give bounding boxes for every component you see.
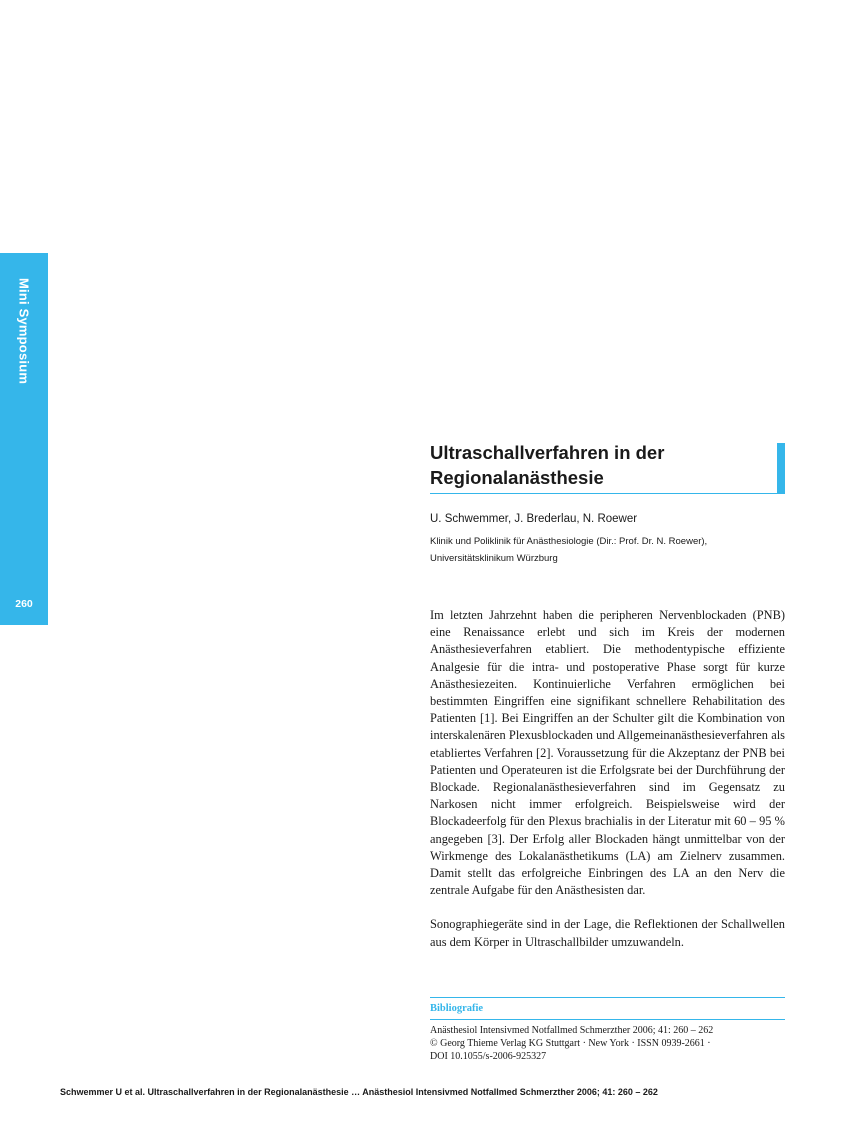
article-body	[430, 607, 785, 968]
affiliation-line: Klinik und Poliklinik für Anästhesiologie (Dir.: Prof. Dr. N. Roewer),	[430, 536, 708, 547]
author-list: U. Schwemmer, J. Brederlau, N. Roewer	[430, 513, 638, 525]
bibliography-line: Anästhesiol Intensivmed Notfallmed Schmerzther 2006; 41: 260 – 262	[430, 1025, 714, 1036]
body-paragraph: Sonographiegeräte sind in der Lage, die Reflektionen der Schallwellen aus dem Körper in Ultraschallbilder umzuwandeln.	[430, 917, 785, 949]
affiliation	[430, 533, 790, 567]
bibliography-heading: Bibliografie	[430, 997, 785, 1020]
body-paragraph: Im letzten Jahrzehnt haben die peripheren Nervenblockaden (PNB) eine Renaissance erlebt und sich im Kreis der modernen Anästhesieverfahren etabliert. Die methodentypische effiziente Analgesie für die intra- und postoperative Phase sorgt für kurze Anästhesiezeiten. Kontinuierliche Verfahren ermöglichen bei bestimmten Eingriffen eine signifikant schnellere Rehabilitation des Patienten [1]. Bei Eingriffen an der Schulter gilt die Kombination von interskalenären Plexusblockaden und Allgemeinanästhesieverfahren als etabliertes Verfahren [2]. Voraussetzung für die Akzeptanz der PNB bei Patienten und Operateuren ist die Erfolgsrate bei der Durchführung der Blockade. Regionalanästhesieverfahren sind im Gegensatz zu Narkosen nicht immer erfolgreich. Beispielsweise wird der Blockadeerfolg für den Plexus brachialis in der Literatur mit 60 – 95 % angegeben [3]. Der Erfolg aller Blockaden hängt unmittelbar von der Wirkmenge des Lokalanästhetikums (LA) am Zielnerv zusammen. Damit stellt das erfolgreiche Einbringen des LA an den Nerv die zentrale Aufgabe für den Anästhesisten dar.	[430, 608, 785, 898]
title-block	[430, 440, 785, 494]
article-title: Ultraschallverfahren in der Regionalanästhesie	[430, 442, 665, 488]
running-footer: Schwemmer U et al. Ultraschallverfahren in der Regionalanästhesie … Anästhesiol Intensivmed Notfallmed Schmerzther 2006; 41: 260 – 262	[60, 1087, 658, 1097]
bibliography-line: DOI 10.1055/s-2006-925327	[430, 1050, 547, 1062]
page-number: 260	[15, 598, 33, 610]
title-accent-bar	[777, 443, 785, 493]
section-label: Mini Symposium	[16, 278, 32, 385]
bibliography-line: © Georg Thieme Verlag KG Stuttgart · New York · ISSN 0939-2661 ·	[430, 1037, 711, 1049]
affiliation-line: Universitätsklinikum Würzburg	[430, 553, 558, 564]
bibliography-details	[430, 1025, 790, 1063]
